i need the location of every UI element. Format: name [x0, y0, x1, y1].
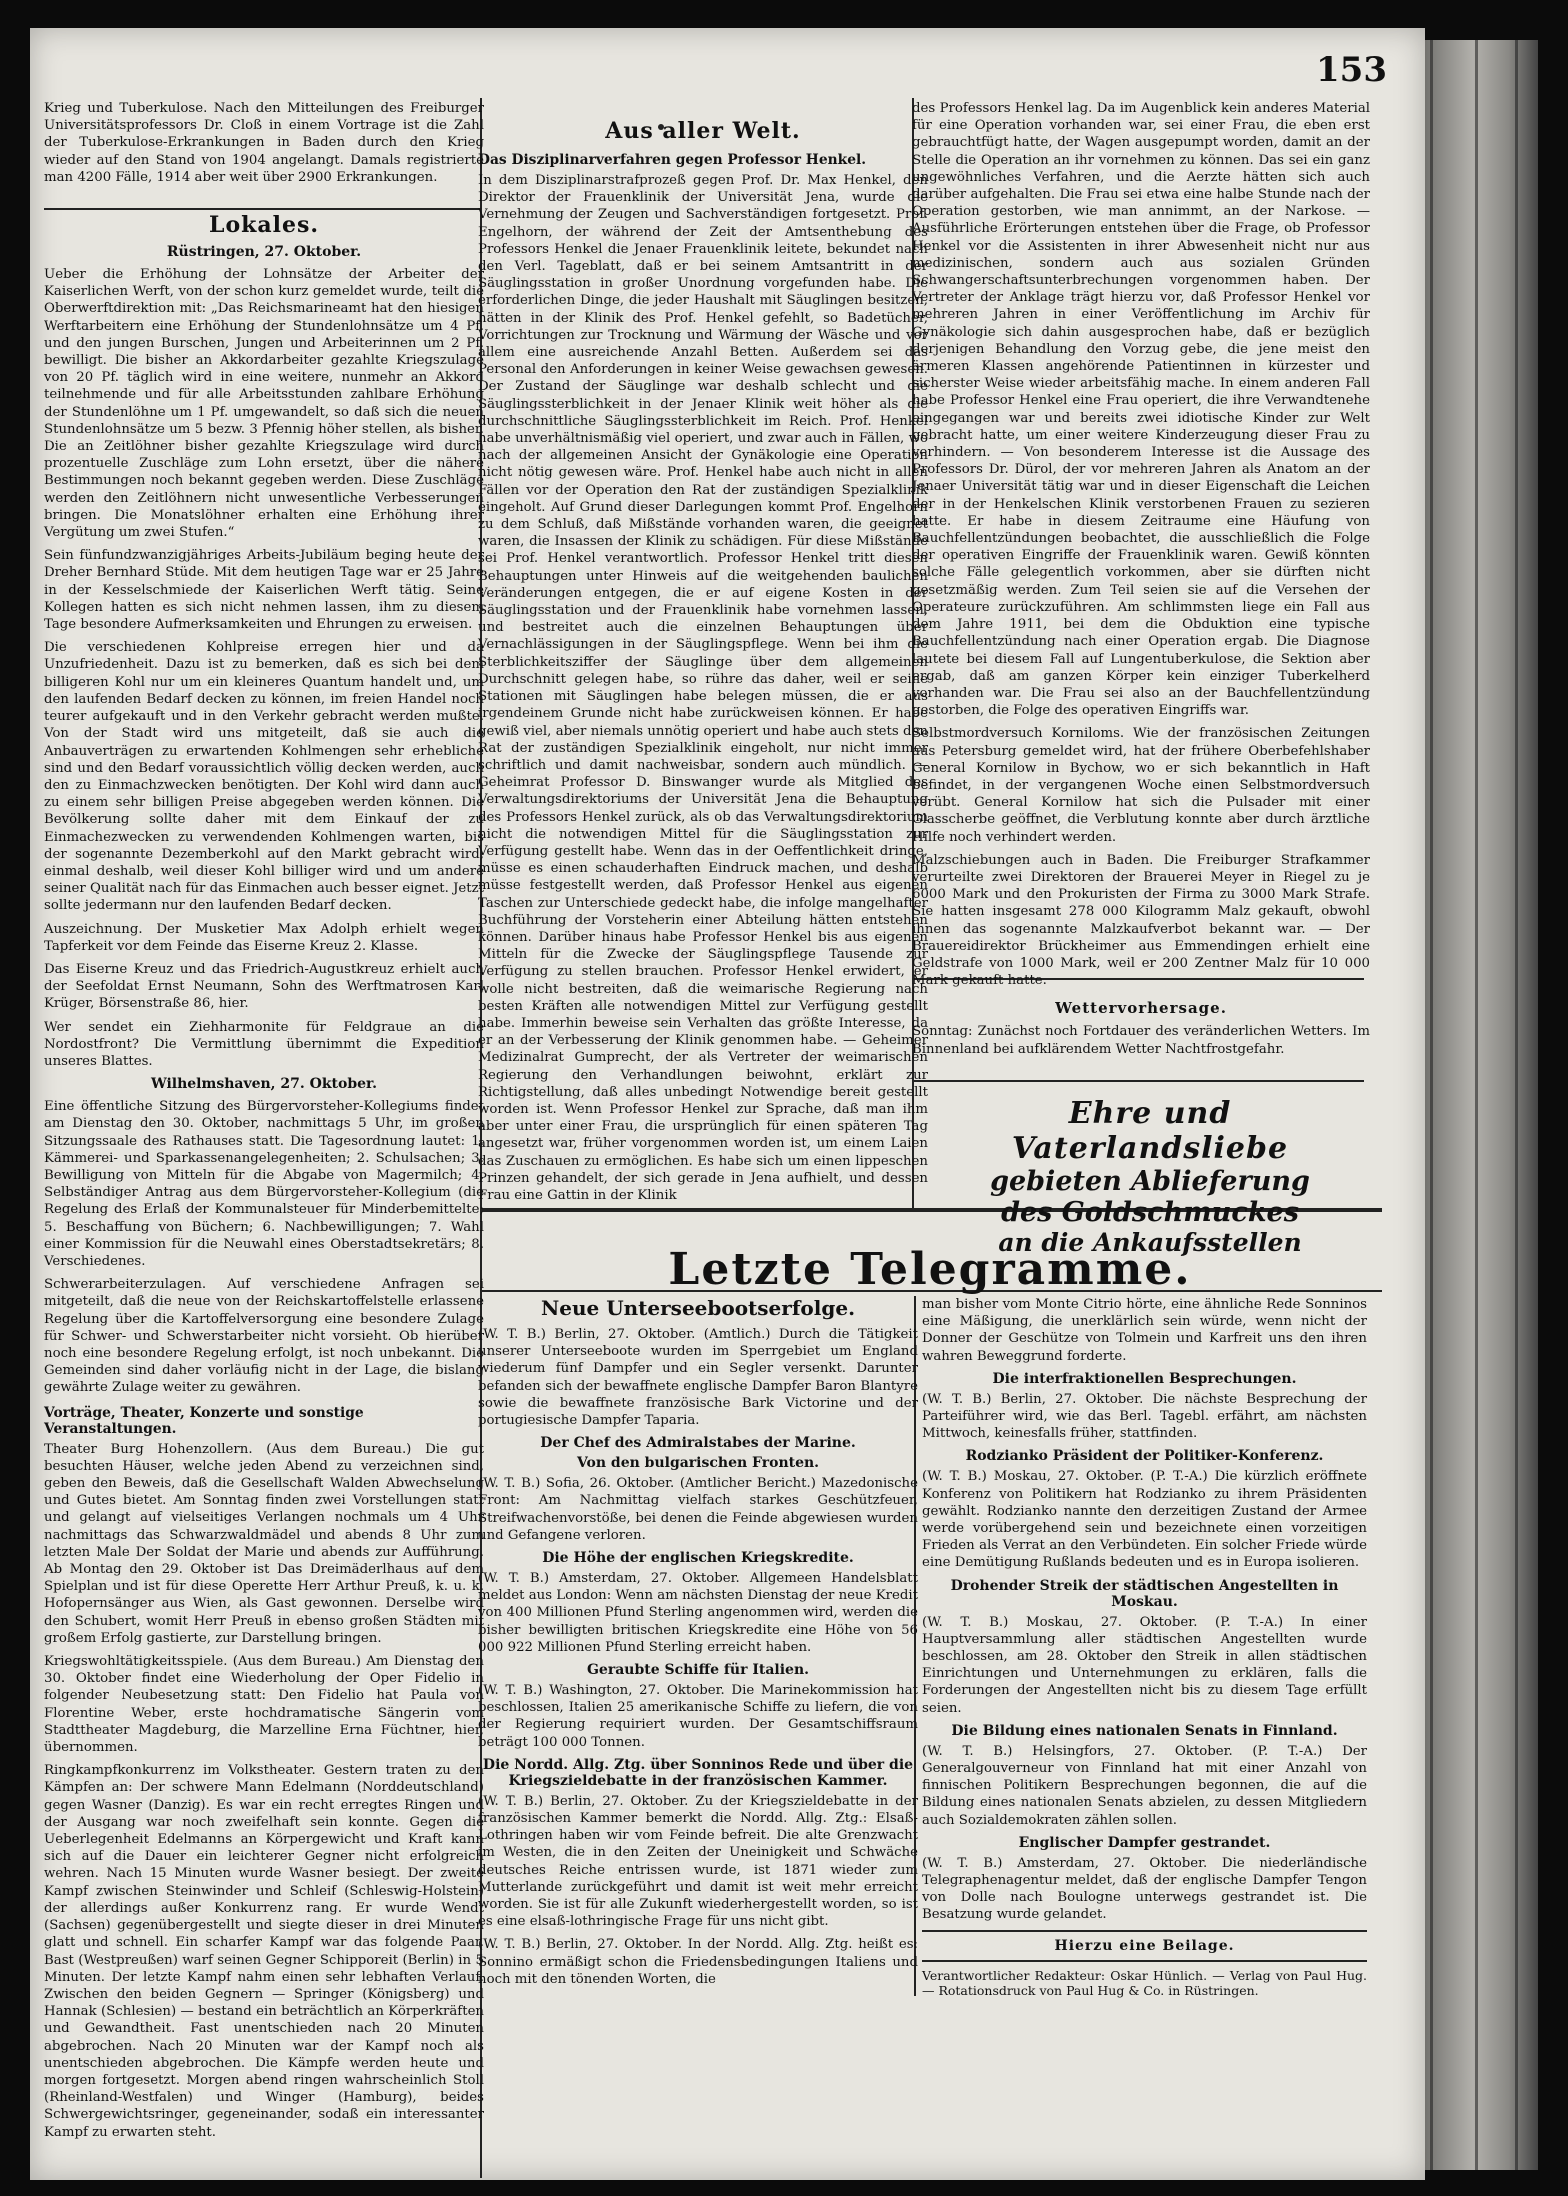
wilhelmshaven-dateline: Wilhelmshaven, 27. Oktober. — [150, 1076, 378, 1093]
sonnino-heading: Die Nordd. Allg. Ztg. über Sonninos Rede und über die Kriegszieldebatte in der französischen Kammer. — [482, 1756, 914, 1789]
telegrams-left — [478, 1296, 918, 1994]
lokales-dateline: Rüstringen, 27. Oktober. — [166, 244, 362, 261]
ad-line-4: an die Ankaufsstellen — [998, 1228, 1302, 1257]
gold-advertisement — [940, 1096, 1360, 1257]
telegram-berlin-3: (W. T. B.) Berlin, 27. Oktober. Die nächste Besprechung der Parteiführer wird, wie das Berl. Tagebl. erfährt, am nächsten Mittwoch, keinesfalls früher, stattfinden. — [922, 1391, 1367, 1442]
book-binding — [1420, 40, 1538, 2170]
article-kohl: Die verschiedenen Kohlpreise erregen hier und da Unzufriedenheit. Dazu ist zu bemerken, daß es sich bei dem billigeren Kohl nur um ein kleineres Quantum handelt und, um den laufenden Bedarf decken zu können, im freien Handel noch teurer aufgekauft und in den Verkehr gebracht werden mußte. Von der Stadt wird uns mitgeteilt, daß sie auch die Anbauverträgen zu erwartenden Kohlmengen sehr erhebliche sind und den Bedarf voraussichtlich völlig decken werden, auch den zu Einmachzwecken benötigten. Der Kohl wird dann auch zu einem sehr billigen Preise abgegeben werden können. Die Bevölkerung sollte daher mit dem Einkauf der zu Einmachezwecken zu verwendenden Kohlmengen warten, bis der sogenannte Dezemberkohl auf den Markt gebracht wird, einmal deshalb, weil dieser Kohl billiger wird und um andere seiner Qualität nach für das Einmachen auch besser eignet. Jetzt sollte jedermann nur den laufenden Bedarf decken. — [44, 640, 484, 914]
senat-heading: Die Bildung eines nationalen Senats in Finnland. — [951, 1722, 1338, 1739]
kriegskredite-heading: Die Höhe der englischen Kriegskredite. — [542, 1550, 854, 1567]
telegram-washington: (W. T. B.) Washington, 27. Oktober. Die Marinekommission hat beschlossen, Italien 25 amerikanische Schiffe zu liefern, die von der Regierung requiriert wurden. Der Gesamtschiffsraum beträgt 100 000 Tonnen. — [478, 1683, 918, 1750]
telegram-moskau-2: (W. T. B.) Moskau, 27. Oktober. (P. T.-A.) In einer Hauptversammlung aller städtischen Angestellten wurde beschlossen, am 28. Oktober den Streik in allen städtischen Einrichtungen und Unternehmungen zu erklären, falls die Forderungen der Angestellten nicht bis zu diesem Tage erfüllt seien. — [922, 1614, 1367, 1716]
article-sitzung: Eine öffentliche Sitzung des Bürgervorsteher-Kollegiums findet am Dienstag den 30. Oktober, nachmittags 5 Uhr, im großen Sitzungssaale des Rathauses statt. Die Tagesordnung lautet: 1. Kämmerei- und Sparkassenangelegenheiten; 2. Schulsachen; 3. Bewilligung von Mitteln für die Abgabe von Magermilch; 4. Selbständiger Antrag aus dem Bürgervorsteher-Kollegium (die Regelung des Erlaß der Kommunalsteuer für Minderbemittelte; 5. Beschaffung von Büchern; 6. Nachbewilligungen; 7. Wahl einer Kommission für die Neuwahl eines Oberstadtsekretärs; 8. Verschiedenes. — [44, 1099, 484, 1269]
article-theater: Theater Burg Hohenzollern. (Aus dem Bureau.) Die gut besuchten Häuser, welche jeden Abend zu verzeichnen sind, geben den Beweis, daß die Gesellschaft Walden Abwechselung und Gutes bietet. Am Sonntag finden zwei Vorstellungen statt und gelangt auf vielseitiges Verlangen nochmals um 4 Uhr nachmittags das Schwarzwaldmädel und abends 8 Uhr zum letzten Male Der Soldat der Marie und abends zur Aufführung. Ab Montag den 29. Oktober ist Das Dreimäderlhaus auf dem Spielplan und ist für diese Operette Herr Arthur Preuß, k. u. k. Hofopernsänger aus Wien, als Gast gewonnen. Derselbe wird den Schubert, womit Herr Preuß in ebenso großen Städten mit großem Erfolg gastierte, zur Darstellung bringen. — [44, 1441, 484, 1646]
telegram-amsterdam: (W. T. B.) Amsterdam, 27. Oktober. Allgemeen Handelsblatt meldet aus London: Wenn am nächsten Dienstag der neue Kredit von 400 Millionen Pfund Sterling angenommen wird, werden die bisher bewilligten britischen Kriegskredite eine Höhe von 56 000 922 Millionen Pfund Sterling erreicht haben. — [478, 1571, 918, 1655]
article-henkel: In dem Disziplinarstrafprozeß gegen Prof. Dr. Max Henkel, den Direktor der Frauenklinik der Universität Jena, wurde die Vernehmung der Zeugen und Sachverständigen fortgesetzt. Prof. Engelhorn, der während der Zeit der Amtsenthebung des Professors Henkel die Jenaer Frauenklinik leitete, bekundet nach den Verl. Tageblatt, daß er bei seinem Amtsantritt in der Säuglingsstation in großer Unordnung vorgefunden habe. Die erforderlichen Dinge, die jeder Haushalt mit Säuglingen besitzen, hätten in der Klinik des Prof. Henkel gefehlt, so Badetücher, Vorrichtungen zur Trocknung und Wärmung der Wäsche und vor allem eine ausreichende Anzahl Betten. Außerdem sei das Personal den Anforderungen in keiner Weise gewachsen gewesen. Der Zustand der Säuglinge war deshalb schlecht und die Säuglingssterblichkeit in der Jenaer Klinik weit höher als die durchschnittliche Säuglingssterblichkeit im Reich. Prof. Henkel habe unverhältnismäßig viel operiert, und zwar auch in Fällen, wo nach der allgemeinen Ansicht der Gynäkologie eine Operation nicht nötig gewesen wäre. Prof. Henkel habe auch nicht in allen Fällen vor der Operation den Rat der zuständigen Spezialklinik eingeholt. Auf Grund dieser Darlegungen kommt Prof. Engelhorn zu dem Schluß, daß Mißstände vorhanden waren, die geeignet waren, die Insassen der Klinik zu schädigen. Für diese Mißstände sei Prof. Henkel verantwortlich. Professor Henkel tritt diesen Behauptungen unter Hinweis auf die weitgehenden baulichen Veränderungen entgegen, die er auf eigene Kosten in der Säuglingsstation und der Frauenklinik habe vornehmen lassen, und bestreitet auch die einzelnen Behauptungen über Vernachlässigungen in der Säuglingspflege. Wenn bei ihm die Sterblichkeitsziffer der Säuglinge über dem allgemeinen Durchschnitt gelegen habe, so rühre das daher, weil er seine Stationen mit Säuglingen habe belegen müssen, die er aus irgendeinem Grunde nicht habe zurückweisen können. Er habe gewiß viel, aber niemals unnötig operiert und habe auch stets den Rat der zuständigen Spezialklinik eingeholt, nur nicht immer schriftlich und damit nachweisbar, sondern auch mündlich. — Geheimrat Professor D. Binswanger wurde als Mitglied des Verwaltungsdirektoriums der Universität Jena die Behauptung des Professors Henkel zurück, als ob das Verwaltungsdirektorium nicht die notwendigen Mittel für die Säuglingsstation zur Verfügung gestellt habe. Wenn das in der Oeffentlichkeit dringe, müsse es einen schauderhaften Eindruck machen, und deshalb müsse festgestellt werden, daß Professor Henkel aus eigenen Taschen zur Unterschiede gedeckt habe, die infolge mangelhafter Buchführung der Vorsteherin einer Abteilung hätten entstehen können. Darüber hinaus habe Professor Henkel bis aus eigenen Mitteln für die Zwecke der Säuglingspflege Tausende zur Verfügung zu stellen brauchen. Professor Henkel erwidert, er wolle nicht bestreiten, daß die weimarische Regierung nach besten Kräften alle notwendigen Mittel zur Verfügung gestellt habe. Immerhin beweise sein Verhalten das größte Interesse, da er an der Verbesserung der Klinik genommen habe. — Geheimer Medizinalrat Gumprecht, der als Vertreter der weimarischen Regierung den Verhandlungen beiwohnt, erklärt zur Richtigstellung, daß alles unbedingt Notwendige bereit gestellt worden ist. Wenn Professor Henkel zur Sprache, daß man ihm aber unter einer Frau, die ursprünglich für einen späteren Tag angesetzt war, früher vorgenommen worden ist, um einem Laien das Zuschauen zu ermöglichen. Es habe sich um einen lippeschen Prinzen gehandelt, der sich gerade in Jena aufhielt, und dessen Frau eine Gattin in der Klinik — [478, 173, 928, 1203]
newspaper-page — [30, 28, 1425, 2180]
page-number: 153 — [1316, 50, 1387, 90]
imprint-rule — [922, 1960, 1367, 1962]
beilage-rule — [922, 1930, 1367, 1932]
column-middle — [478, 110, 928, 1210]
article-kornilow: Selbstmordversuch Korniloms. Wie der französischen Zeitungen aus Petersburg gemeldet wird, hat der frühere Oberbefehlshaber General Kornilow in Bychow, wo er sich bekanntlich in Haft befindet, in der vergangenen Woche einen Selbstmordversuch verübt. General Kornilow hat sich die Pulsader mit einer Glasscherbe geöffnet, die Verblutung konnte aber durch ärztliche Hilfe noch verhindert werden. — [912, 726, 1370, 845]
telegram-berlin-1: (W. T. B.) Berlin, 27. Oktober. Zu der Kriegszieldebatte in der französischen Kammer bemerkt die Nordd. Allg. Ztg.: Elsaß-Lothringen haben wir vom Feinde befreit. Die alte Grenzwacht im Westen, die in den Zeiten der Uneinigkeit und Schwäche deutsches Reiche entrissen wurde, ist 1871 wieder zum Mutterlande zurückgeführt und damit ist weit mehr erreicht worden. Sie ist für alle Zukunft wiederhergestellt worden, so ist es eine elsaß-lothringische Frage für uns nicht gibt. — [478, 1793, 918, 1930]
article-kreuz: Das Eiserne Kreuz und das Friedrich-Augustkreuz erhielt auch der Seefoldat Ernst Neumann, Sohn des Werftmatrosen Karl Krüger, Börsenstraße 86, hier. — [44, 961, 484, 1012]
telegram-sofia: (W. T. B.) Sofia, 26. Oktober. (Amtlicher Bericht.) Mazedonische Front: Am Nachmittag vielfach starkes Geschützfeuer, Streifwachenvorstöße, bei denen die Feinde abgewiesen wurden und Gefangene verloren. — [478, 1476, 918, 1543]
dampfer-heading: Englischer Dampfer gestrandet. — [1018, 1834, 1271, 1851]
wetter-title: Wettervorhersage. — [1055, 999, 1227, 1018]
article-kriegsspiele: Kriegswohltätigkeitsspiele. (Aus dem Bureau.) Am Dienstag den 30. Oktober findet eine Wiederholung der Oper Fidelio in folgender Neubesetzung statt: Den Fidelio hat Paula von Florentine Weber, erste hochdramatische Sängerin vom Stadttheater Magdeburg, die Marzelline Erna Füchtner, hier, übernommen. — [44, 1654, 484, 1756]
article-lohn: Ueber die Erhöhung der Lohnsätze der Arbeiter der Kaiserlichen Werft, von der schon kurz gemeldet wurde, teilt die Oberwerftdirektion mit: „Das Reichsmarineamt hat den hiesigen Werftarbeitern eine Erhöhung der Stundenlohnsätze um 4 Pf. und den jungen Burschen, Jungen und Arbeiterinnen um 2 Pf. bewilligt. Die bisher an Akkordarbeiter gezahlte Kriegszulage von 20 Pf. täglich wird in eine weitere, nunmehr an Akkord teilnehmende und für alle Arbeitsstunden zahlbare Erhöhung der Stundenlöhne um 1 Pf. umgewandelt, so daß sich die neuen Stundenlohnsätze um 5 bezw. 3 Pfennig höher stellen, als bisher. Die an Zeitlöhner bisher gezahlte Kriegszulage wird durch prozentuelle Zuschläge zum Lohn ersetzt, über die nähere Bestimmungen noch bekannt gegeben werden. Diese Zuschläge werden den Zeitlöhnern nicht unwesentliche Verbesserungen bringen. Die Monatslöhner erhalten eine Erhöhung ihrer Vergütung um zwei Stufen.“ — [44, 267, 484, 541]
article-auszeichnung: Auszeichnung. Der Musketier Max Adolph erhielt wegen Tapferkeit vor dem Feinde das Eiserne Kreuz 2. Klasse. — [44, 921, 484, 954]
column-right — [912, 100, 1370, 1064]
rodzianko-heading: Rodzianko Präsident der Politiker-Konferenz. — [965, 1448, 1324, 1465]
letzte-telegramme-banner: Letzte Telegramme. — [668, 1244, 1192, 1295]
wetter-text: Sonntag: Zunächst noch Fortdauer des veränderlichen Wetters. Im Binnenland bei aufklärendem Wetter Nachtfrostgefahr. — [912, 1024, 1370, 1057]
column-left — [44, 100, 484, 2147]
uboot-heading: Neue Unterseebootserfolge. — [540, 1296, 856, 1320]
telegrams-right — [922, 1296, 1367, 2004]
telegram-amsterdam-2: (W. T. B.) Amsterdam, 27. Oktober. Die niederländische Telegraphenagentur meldet, daß der englische Dampfer Tengon von Dolle nach Boulogne unterwegs gestrandet ist. Die Besatzung wurde gelandet. — [922, 1855, 1367, 1923]
ad-line-3: des Goldschmuckes — [1001, 1197, 1299, 1228]
article-malz: Malzschiebungen auch in Baden. Die Freiburger Strafkammer verurteilte zwei Direktoren der Brauerei Meyer in Riegel zu je 6000 Mark und den Prokuristen der Firma zu 3000 Mark Strafe. Sie hatten insgesamt 278 000 Kilogramm Malz gekauft, obwohl ihnen das sogenannte Malzkaufverbot bekannt war. — Der Brauereidirektor Brückheimer aus Emmendingen erhielt eine Geldstrafe von 1000 Mark, weil er 200 Zentner Malz für 10 000 Mark gekauft hatte. — [912, 852, 1370, 989]
streik-heading: Drohender Streik der städtischen Angestellten in Moskau. — [950, 1577, 1339, 1610]
ad-line-1: Ehre und Vaterlandsliebe — [1011, 1096, 1289, 1166]
bulgarian-heading: Von den bulgarischen Fronten. — [576, 1455, 820, 1472]
henkel-heading: Das Disziplinarverfahren gegen Professor Henkel. — [478, 152, 867, 168]
schiffe-heading: Geraubte Schiffe für Italien. — [586, 1662, 810, 1679]
admiralstab-line: Der Chef des Admiralstabes der Marine. — [540, 1435, 856, 1452]
article-henkel-cont: des Professors Henkel lag. Da im Augenblick kein anderes Material für eine Operation vorhanden war, sei einer Frau, die eben erst gebrauchtfügt hatte, der Wagen ausgepumpt worden, damit an der Stelle die Operation an ihr vornehmen zu können. Das sei ein ganz ungewöhnliches Verfahren, und die Aerzte hätten sich auch darüber aufgehalten. Die Frau sei etwa eine halbe Stunde nach der Operation gestorben, wie man annimmt, an der Narkose. — Ausführliche Erörterungen entstehen über die Frage, ob Professor Henkel vor die Assistenten in ihrer Abwesenheit nicht nur aus medizinischen, sondern auch aus sozialen Gründen Schwangerschaftsunterbrechungen vorgenommen haben. Der Vertreter der Anklage trägt hierzu vor, daß Professor Henkel vor mehreren Jahren in einer Veröffentlichung im Archiv für Gynäkologie sich dahin ausgesprochen habe, daß er bezüglich derjenigen Behandlung den Vorzug gebe, die jene meist den ärmeren Klassen angehörende Patientinnen in kürzester und sicherster Weise wieder arbeitsfähig mache. In einem anderen Fall habe Professor Henkel eine Frau operiert, die ihre Verwandtenehe eingegangen war und bereits zwei idiotische Kinder zur Welt gebracht hatte, um einer weitere Kinderzeugung dieser Frau zu verhindern. — Von besonderem Interesse ist die Aussage des Professors Dr. Dürol, der vor mehreren Jahren als Anatom an der Jenaer Universität tätig war und in dieser Eigenschaft die Leichen der in der Henkelschen Klinik verstorbenen Frauen zu sezieren hatte. Er habe in diesem Zeitraume eine Häufung von Bauchfellentzündungen beobachtet, die ausschließlich die Folge der operativen Eingriffe der Frauenklinik waren. Gewiß könnten solche Fälle gelegentlich vorkommen, aber sie dürften nicht gesetzmäßig werden. Zum Teil seien sie auf die Versehen der Operateure zurückzuführen. Am schlimmsten liege ein Fall aus dem Jahre 1911, bei dem die Obduktion eine typische Bauchfellentzündung nach einer Operation ergab. Die Diagnose lautete bei diesem Fall auf Lungentuberkulose, die Sektion aber ergab, daß am ganzen Körper kein einziger Tuberkelherd vorhanden war. Die Frau sei also an der Bauchfellentzündung gestorben, die Folge des operativen Eingriffs war. — [912, 101, 1370, 719]
article-jubilaeum: Sein fünfundzwanzigjähriges Arbeits-Jubiläum beging heute der Dreher Bernhard Stüde. Mit dem heutigen Tage war er 25 Jahre in der Kesselschmiede der Kaiserlichen Werft tätig. Seine Kollegen hatten es sich nicht nehmen lassen, ihm zu diesem Tage besondere Aufmerksamkeiten und Ehrungen zu erweisen. — [44, 548, 484, 633]
telegram-berlin-2: (W. T. B.) Berlin, 27. Oktober. In der Nordd. Allg. Ztg. heißt es: Sonnino ermäßigt schon die Friedensbedingungen Italiens und noch mit den tönenden Worten, die — [478, 1937, 918, 1987]
beilage-note: Hierzu eine Beilage. — [1054, 1937, 1235, 1954]
section-rule — [914, 1080, 1364, 1082]
vortraege-heading: Vorträge, Theater, Konzerte und sonstige Veranstaltungen. — [44, 1404, 364, 1437]
telegram-moskau-1: (W. T. B.) Moskau, 27. Oktober. (P. T.-A.) Die kürzlich eröffnete Konferenz von Politikern hat Rodzianko zu ihrem Präsidenten gewählt. Rodzianko nannte den derzeitigen Zustand der Armee werde vorübergehend sein und bezeichnete einen vorzeitigen Frieden als Verrat an den Verbündeten. Ein solcher Friede würde eine Demütigung Rußlands bedeuten und es in Europa isolieren. — [922, 1469, 1367, 1571]
article-ziehharmonika: Wer sendet ein Ziehharmonite für Feldgraue an die Nordostfront? Die Vermittlung übernimmt die Expedition unseres Blattes. — [44, 1019, 484, 1069]
ad-line-2: gebieten Ablieferung — [990, 1166, 1310, 1197]
imprint: Verantwortlicher Redakteur: Oskar Hünlich. — Verlag von Paul Hug. — Rotationsdruck von Paul Hug & Co. in Rüstringen. — [922, 1967, 1367, 1998]
telegram-uboot: (W. T. B.) Berlin, 27. Oktober. (Amtlich.) Durch die Tätigkeit unserer Unterseeboote wurden im Sperrgebiet um England wiederum fünf Dampfer und ein Segler versenkt. Darunter befanden sich der bewaffnete englische Dampfer Baron Blantyre sowie die bewaffnete französische Bark Victorine und der portugiesische Dampfer Taparia. — [478, 1327, 918, 1429]
article-ringkampf: Ringkampfkonkurrenz im Volkstheater. Gestern traten zu den Kämpfen an: Der schwere Mann Edelmann (Norddeutschland) gegen Wasner (Danzig). Es war ein recht erregtes Ringen und der Ausgang war noch zweifelhaft sein konnte. Gegen die Ueberlegenheit Edelmanns an Körpergewicht und Kraft kann sich auf die Dauer ein leichterer Gegner nicht erfolgreich wehren. Nach 15 Minuten wurde Wasner besiegt. Der zweite Kampf zwischen Steinwinder und Schleif (Schleswig-Holstein) der allerdings außer Konkurrenz rang. Er wurde Wendt (Sachsen) gegenübergestellt und siegte dieser in drei Minuten glatt und schnell. Ein scharfer Kampf war das folgende Paar. Bast (Westpreußen) warf seinen Gegner Schipporeit (Berlin) in 5 Minuten. Der letzte Kampf nahm einen sehr lebhaften Verlauf. Zwischen den beiden Gegnern — Springer (Königsberg) und Hannak (Schlesien) — bestand ein beträchtlich an Körperkräften und Gewandtheit. Fast unentschieden nach 20 Minuten abgebrochen. Nach 20 Minuten war der Kampf noch als unentschieden abgebrochen. Die Kämpfe werden heute und morgen fortgesetzt. Morgen abend ringen wahrscheinlich Stoll (Rheinland-Westfalen) und Winger (Hamburg), beides Schwergewichtsringer, gegeneinander, sodaß ein interessanter Kampf zu erwarten steht. — [44, 1763, 484, 2140]
aus-aller-welt-title: Aus aller Welt. — [605, 118, 801, 144]
lokales-title: Lokales. — [208, 212, 320, 239]
interfraktionell-heading: Die interfraktionellen Besprechungen. — [992, 1370, 1297, 1387]
article-krieg: Krieg und Tuberkulose. Nach den Mitteilungen des Freiburger Universitätsprofessors Dr. Cloß in einem Vortrage ist die Zahl der Tuberkulose-Erkrankungen in Baden durch den Krieg wieder auf den Stand von 1904 angelangt. Damals registrierte man 4200 Fälle, 1914 aber weit über 2900 Erkrankungen. — [44, 101, 484, 185]
telegram-helsingfors: (W. T. B.) Helsingfors, 27. Oktober. (P. T.-A.) Der Generalgouverneur von Finnland hat mit einer Anzahl von finnischen Politikern Besprechungen begonnen, die auf die Bildung eines nationalen Senats abzielen, zu dessen Mitgliedern auch Sozialdemokraten zählen sollen. — [922, 1743, 1367, 1828]
telegram-sonnino-cont: man bisher vom Monte Citrio hörte, eine ähnliche Rede Sonninos eine Mäßigung, die unerklärlich sein würde, wenn nicht der Donner der Geschütze von Tolmein und Karfreit uns den ihren wahren Beweggrund forderte. — [922, 1297, 1367, 1364]
article-schwerarbeiter: Schwerarbeiterzulagen. Auf verschiedene Anfragen sei mitgeteilt, daß die neue von der Reichskartoffelstelle erlassene Regelung über die Kartoffelversorgung eine besondere Zulage für Schwer- und Schwerstarbeiter nicht vorsieht. Ob hierüber noch eine besondere Regelung erfolgt, ist noch unbekannt. Die Gemeinden sind daher vorläufig nicht in der Lage, die bislang gewährte Zulage weiter zu gewähren. — [44, 1277, 484, 1396]
